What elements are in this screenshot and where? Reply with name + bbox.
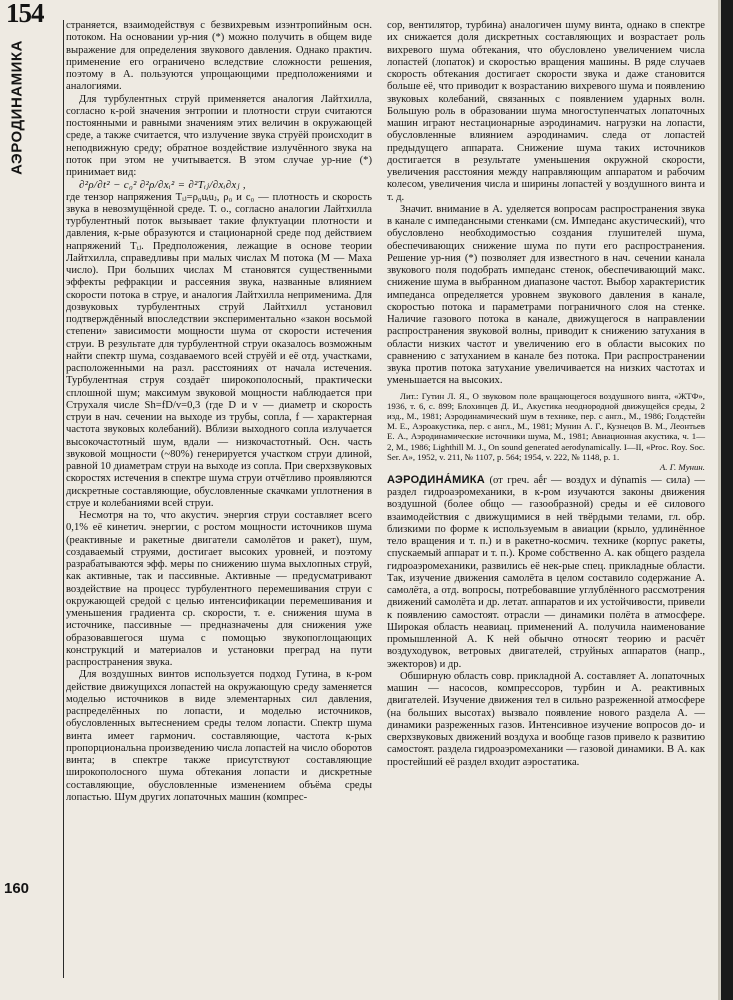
paragraph: сор, вентилятор, турбина) аналогичен шуму винта, однако в спектре их снижается доля дискретных составляющих и возрастает роль вихревого шума обтекания, что обусловлено увеличением числа лопастей (лопаток) и скоростью вращения машины. В ряде случаев скорость обтекания достигает скорости звука и даже становится больше её, что приводит к возрастанию вихревого шума и появлению звуковых колебаний, связанных с появлением ударных волн. Большую роль в образовании шума многоступенчатых лопаточных машин играют нестационарные аэродинамич. нагрузки на лопасти, обусловленные влиянием аэродинамич. следа от лопастей предыдущего аппарата. Снижение шума таких источников достигается в результате уменьшения окружной скорости, увеличения расстояния между направляющим аппаратом и рабочим колесом, увеличения числа и ширины лопастей у воздушного винта и т. д. <box>387 20 705 203</box>
page-number: 154 <box>6 0 44 28</box>
references-author: А. Г. Мунин. <box>659 461 705 472</box>
entry-paragraph: Обширную область совр. прикладной А. составляет А. лопаточных машин — насосов, компрессоров, турбин и А. реактивных двигателей. Изучение движения тел в сильно разреженной атмосфере (на больших высотах) вызвало появление нового раздела А. — динамики разреженных газов. Интенсивное изучение вопросов до- и сверхзвуковых движений воздуха и вообще газов привело к развитию самостоят. раздела гидроаэромеханики — газовой динамики. В А. как простейший её раздел входит аэростатика. <box>387 670 705 768</box>
right-column <box>387 20 705 769</box>
paragraph: Значит. внимание в А. уделяется вопросам распространения звука в канале с импедансными стенками (см. Импеданс акустический), что обусловлено необходимостью создания глушителей шума, обеспечивающих снижение шума по пути его распространения. Решение ур-ния (*) позволяет для известного в нач. сечении канала звукового поля подобрать импеданс стенок, обеспечивающий макс. снижение шума в выбранном диапазоне частот. Выбор характеристик импеданса определяется уровнем звукового давления в канале, скоростью потока и параметрами пограничного слоя на стенке. Наличие газового потока в канале, движущегося в направлении распространения звуковой волны, приводит к снижению затухания в области низких частот и увеличению его в области высоких по сравнению с затуханием в канале без потока. При распространении звука против потока затухание увеличивается на низких частотах и уменьшается на высоких. <box>387 203 705 387</box>
left-column <box>66 20 372 804</box>
running-head <box>4 36 28 186</box>
entry-text: (от греч. aḗr — воздух и dýnamis — сила) — раздел гидроаэромеханики, в к-ром изучаются законы движения воздушной (более общо — газообразной) среды и её силового взаимодействия с движущимися в ней твёрдыми телами, гл. обр. близкими по форме к используемым в авиации (крыло, удлинённое тело вращения и т. п.) и в ракетно-космич. технике (корпус ракеты, спускаемый аппарат и т. п.). Кроме собственно А. как общего раздела гидроаэромеханики, развились её нек-рые спец. прикладные области. Так, изучение движения самолёта в целом составило содержание А. самолёта, а отд. вопросы, потребовавшие углублённого рассмотрения движений самолёта и др. летат. аппаратов и их устойчивости, привели к появлению самостоят. отрасли — динамики полёта в атмосфере. Широкая область неавиац. применений А. получила наименование промышленной А. К ней обычно относят теорию и расчёт воздуходувок, ветровых двигателей, струйных аппаратов (напр., эжекторов) и др. <box>387 474 705 670</box>
paragraph: страняется, взаимодействуя с безвихревым изэнтропийным осн. потоком. На основании ур-ния (*) можно получить в общем виде выражение для определения звукового давления. Однако практич. применение его ограничено вследствие сложности решения, поэтому в А. пользуются упрощающими предположениями и аналогиями. <box>66 20 372 93</box>
section-code: 160 <box>4 880 30 897</box>
paragraph: Несмотря на то, что акустич. энергия струи составляет всего 0,1% её кинетич. энергии, с ростом мощности источников шума (реактивные и ракетные двигатели самолётов и ракет), шум, создаваемый струями, достигает высоких уровней, и поэтому разрабатываются эфф. меры по снижению шума выхлопных струй, как активные, так и пассивные. Активные — предусматривают воздействие на процесс турбулентного перемешивания струи с окружающей средой с целью интенсификации перемешивания и уменьшения градиента ср. скорости, т. е. снижения шума в источнике, пассивные — предназначены для снижения уже образовавшегося шума с помощью звукопоглощающих конструкций и материалов и установки преград на пути распространения звука. <box>66 510 372 668</box>
formula: ∂²ρ/∂t² − c₀² ∂²ρ/∂xᵢ² = ∂²Tᵢⱼ/∂xᵢ∂xⱼ , <box>79 179 246 192</box>
page-edge <box>721 0 733 1000</box>
running-head-text: АЭРОДИНАМИКА <box>8 40 26 175</box>
paragraph: Для турбулентных струй применяется аналогия Лайтхилла, согласно к-рой значения энтропии и плотности струи считаются постоянными и равными значениям этих величин в окружающей среде, а также считается, что излучение звука струёй происходит в неподвижную среду; обратное воздействие излучённого звука на поток при этом не учитывается. В этом случае ур-ние (*) принимает вид: <box>66 93 372 178</box>
margin-rule <box>63 20 64 978</box>
paragraph: Для воздушных винтов используется подход Гутина, в к-ром действие движущихся лопастей на окружающую среду заменяется моделью источников в виде элементарных сил давления, распределённых по лопасти, и моделью источников, обусловленных вытеснением среды телом лопасти. Спектр шума винта имеет гармонич. составляющие, частота к-рых пропорциональна произведению числа лопастей на число оборотов винта; в спектре также присутствуют составляющие широкополосного шума обтекания лопасти и дискретные составляющие, обусловленные изменением объёма среды лопастью. Шум других лопаточных машин (компрес- <box>66 669 372 803</box>
entry-headword: АЭРОДИНА́МИКА <box>387 473 486 486</box>
references: Лит.: Гутин Л. Я., О звуковом поле вращающегося воздушного винта, «ЖТФ», 1936, т. 6, с. 899; Блохинцев Д. И., Акустика неоднородной движущейся среды, 2 изд., М., 1981; Аэродинамический шум в технике, пер. с англ., М., 1986; Голдстейн М. Е., Аэроакустика, пер. с англ., М., 1981; Мунин А. Г., Кузнецов В. М., Леонтьев Е. А., Аэродинамические источники шума, М., 1981; Авиационная акустика, ч. 1—2, М., 1986; Lighthill M. J., On sound generated aerodynamically. I—II, «Proc. Roy. Soc. Ser. A», 1952, v. 211, № 1107, p. 564; 1954, v. 222, № 1148, p. 1. <box>387 390 705 462</box>
paragraph: где тензор напряжения Tᵢⱼ=ρ₀uᵢuⱼ, ρ₀ и c₀ — плотность и скорость звука в невозмущённой среде. Т. о., согласно аналогии Лайтхилла турбулентный поток вызывает такие флуктуации плотности и давления, к-рые образуются и стационарной среде под действием напряжений Tᵢⱼ. Предположения, лежащие в основе теории Лайтхилла, справедливы при малых числах M потока (M — Маха число). При больших числах M становятся существенными эффекты рефракции и рассеяния звука, названные влиянием скорости потока в струе, и аналогия Лайтхилла неприменима. Для дозвуковых турбулентных струй Лайтхилл установил подтверждённый впоследствии экспериментально «закон восьмой степени» зависимости мощности шума от скорости истечения струи. В результате для турбулентной струи оказалось возможным найти спектр шума, создаваемого всей струёй и её отд. участками, расположенными на разл. расстояниях от начала истечения. Турбулентная струя создаёт широкополосный, практически сплошной шум; максимум звуковой мощности наблюдается при Струхаля числе Sh=fD/v=0,3 (где D и v — диаметр и скорость струи в нач. сечении на выходе из трубы, сопла, f — характерная частота звуковых колебаний). Вблизи выходного сопла излучается высокочастотный шум, вдали — низкочастотный. Осн. часть звуковой мощности (~80%) генерируется участком струи длиной, равной 10 диаметрам струи на выходе из сопла. При сверхзвуковых скоростях истечения в спектре шума струи отчётливо проявляются дискретные составляющие, обусловленные скачками уплотнения в струе и колебаниями всей струи. <box>66 191 372 509</box>
entry-paragraph <box>387 474 705 671</box>
